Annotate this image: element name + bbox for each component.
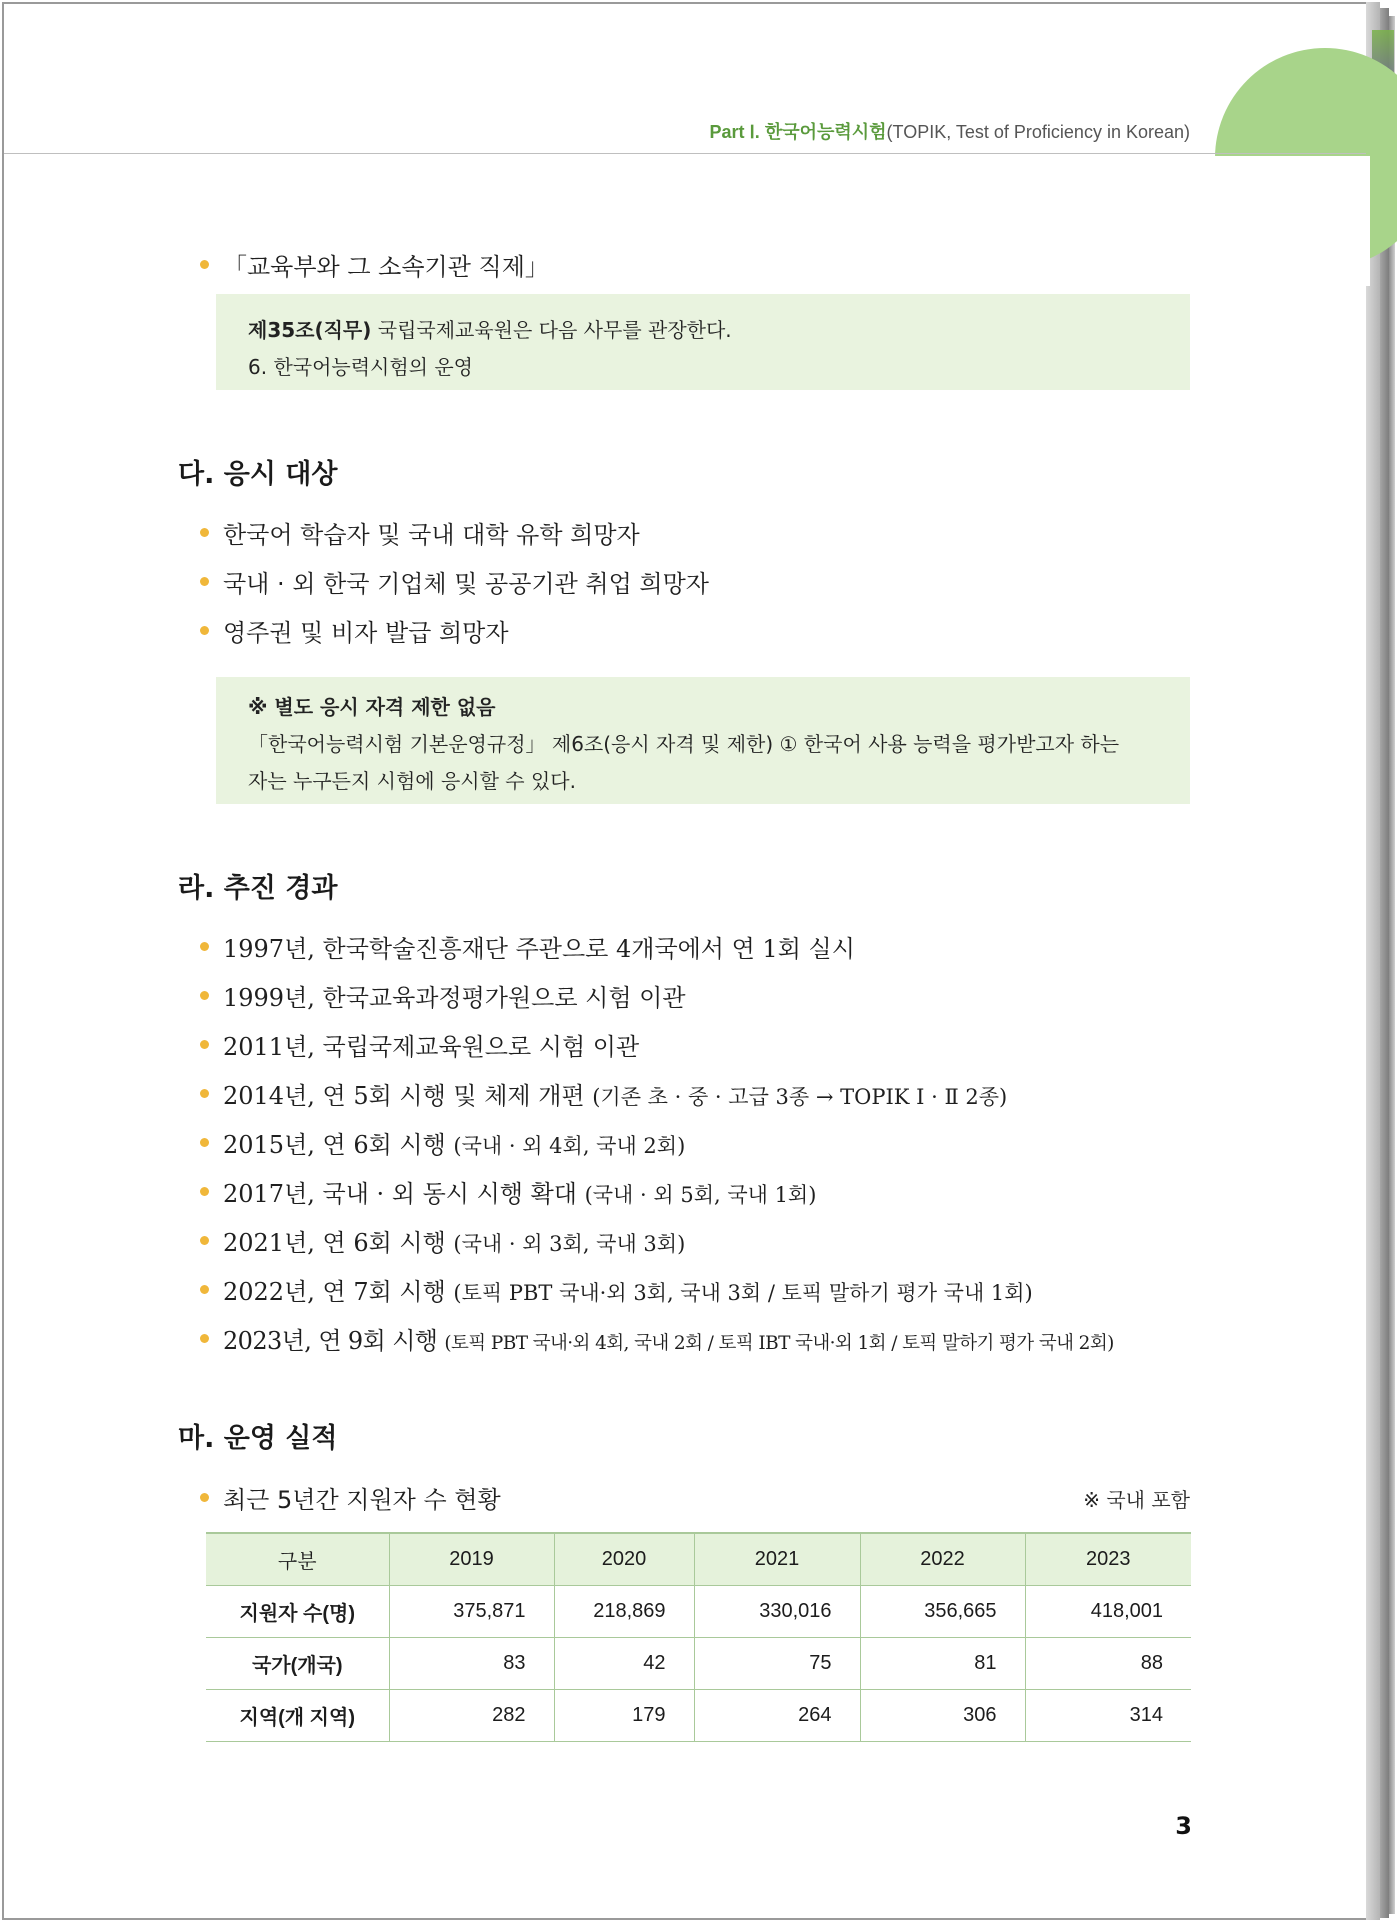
table-header-cell: 2019 xyxy=(389,1533,554,1586)
eligibility-item xyxy=(200,564,709,599)
bullet-dot xyxy=(200,260,209,269)
eligibility-item xyxy=(200,613,509,648)
eligibility-note-line2: 자는 누구든지 시험에 응시할 수 있다. xyxy=(248,769,576,793)
table-cell: 306 xyxy=(860,1690,1025,1742)
history-item xyxy=(200,1321,1114,1356)
table-header-cell: 2020 xyxy=(554,1533,694,1586)
history-text xyxy=(223,1223,685,1258)
table-row xyxy=(206,1690,1191,1742)
history-item xyxy=(200,1125,685,1160)
eligibility-text: 국내 · 외 한국 기업체 및 공공기관 취업 희망자 xyxy=(223,570,709,598)
law-line1: 국립국제교육원은 다음 사무를 관장한다. xyxy=(371,318,732,342)
page-number: 3 xyxy=(1175,1812,1192,1840)
table-cell: 83 xyxy=(389,1638,554,1690)
history-text xyxy=(223,1272,1033,1307)
history-detail: (국내 · 외 4회, 국내 2회) xyxy=(453,1134,686,1158)
book-edge-highlight xyxy=(1389,16,1395,1914)
bullet-dot xyxy=(200,577,209,586)
bullet-dot xyxy=(200,991,209,1000)
table-header-cell: 2022 xyxy=(860,1533,1025,1586)
history-main: 1999년, 한국교육과정평가원으로 시험 이관 xyxy=(223,984,686,1012)
table-cell: 330,016 xyxy=(694,1586,860,1638)
table-header-cell: 구분 xyxy=(206,1533,389,1586)
section-title-ma: 마. 운영 실적 xyxy=(178,1423,338,1454)
table-row xyxy=(206,1586,1191,1638)
stats-note: ※ 국내 포함 xyxy=(1083,1488,1190,1512)
eligibility-item xyxy=(200,515,640,550)
history-item xyxy=(200,1174,816,1209)
table-cell: 81 xyxy=(860,1638,1025,1690)
book-edge xyxy=(1366,2,1380,1920)
stats-bullet xyxy=(200,1480,501,1515)
row-label: 지역(개 지역) xyxy=(206,1690,389,1742)
history-main: 2022년, 연 7회 시행 xyxy=(223,1278,454,1306)
bullet-dot xyxy=(200,1187,209,1196)
table-cell: 418,001 xyxy=(1025,1586,1191,1638)
bullet-dot xyxy=(200,528,209,537)
history-main: 2021년, 연 6회 시행 xyxy=(223,1229,454,1257)
history-text xyxy=(223,929,855,964)
eligibility-note-line1: 「한국어능력시험 기본운영규정」 제6조(응시 자격 및 제한) ① 한국어 사용 능력을 평가받고자 하는 xyxy=(248,732,1120,756)
table-cell: 356,665 xyxy=(860,1586,1025,1638)
eligibility-text: 영주권 및 비자 발급 희망자 xyxy=(223,619,509,647)
table-cell: 218,869 xyxy=(554,1586,694,1638)
table-cell: 375,871 xyxy=(389,1586,554,1638)
history-item xyxy=(200,978,686,1013)
table-cell: 88 xyxy=(1025,1638,1191,1690)
history-main: 2011년, 국립국제교육원으로 시험 이관 xyxy=(223,1033,640,1061)
history-item xyxy=(200,929,855,964)
bullet-dot xyxy=(200,1493,209,1502)
header-part: Part Ⅰ. xyxy=(709,122,760,142)
row-label: 국가(개국) xyxy=(206,1638,389,1690)
bullet-dot xyxy=(200,1334,209,1343)
history-detail: (토픽 PBT 국내·외 3회, 국내 3회 / 토픽 말하기 평가 국내 1회) xyxy=(453,1281,1033,1305)
history-detail: (기존 초 · 중 · 고급 3종 → TOPIK Ⅰ · Ⅱ 2종) xyxy=(592,1085,1008,1109)
eligibility-note-box xyxy=(216,677,1190,804)
law-box xyxy=(216,294,1190,390)
bullet-dot xyxy=(200,1040,209,1049)
table-cell: 42 xyxy=(554,1638,694,1690)
section-title-ra: 라. 추진 경과 xyxy=(178,873,338,904)
table-header-cell: 2021 xyxy=(694,1533,860,1586)
law-bullet-text: 「교육부와 그 소속기관 직제」 xyxy=(223,253,549,281)
table-cell: 314 xyxy=(1025,1690,1191,1742)
running-header xyxy=(0,118,1190,144)
eligibility-note-title: ※ 별도 응시 자격 제한 없음 xyxy=(248,695,496,719)
history-detail: (토픽 PBT 국내·외 4회, 국내 2회 / 토픽 IBT 국내·외 1회 / 토픽 말하기 평가 국내 2회) xyxy=(444,1333,1114,1354)
table-cell: 75 xyxy=(694,1638,860,1690)
row-label: 지원자 수(명) xyxy=(206,1586,389,1638)
law-line2: 6. 한국어능력시험의 운영 xyxy=(248,355,473,379)
bullet-dot xyxy=(200,1236,209,1245)
law-article: 제35조(직무) xyxy=(248,318,372,342)
table-row xyxy=(206,1638,1191,1690)
history-item xyxy=(200,1027,639,1062)
table-cell: 264 xyxy=(694,1690,860,1742)
bullet-dot xyxy=(200,942,209,951)
stats-bullet-text: 최근 5년간 지원자 수 현황 xyxy=(223,1486,501,1514)
history-main: 1997년, 한국학술진흥재단 주관으로 4개국에서 연 1회 실시 xyxy=(223,935,855,963)
law-bullet xyxy=(200,247,549,282)
history-item xyxy=(200,1223,685,1258)
history-text xyxy=(223,1174,816,1209)
header-title: 한국어능력시험 xyxy=(764,122,887,142)
history-detail: (국내 · 외 5회, 국내 1회) xyxy=(584,1183,817,1207)
history-text xyxy=(223,1125,685,1160)
table-cell: 179 xyxy=(554,1690,694,1742)
history-text xyxy=(223,978,686,1013)
history-text xyxy=(223,1076,1007,1111)
bullet-dot xyxy=(200,1138,209,1147)
history-main: 2017년, 국내 · 외 동시 시행 확대 xyxy=(223,1180,585,1208)
history-main: 2014년, 연 5회 시행 및 체제 개편 xyxy=(223,1082,593,1110)
header-subtitle: (TOPIK, Test of Proficiency in Korean) xyxy=(886,122,1190,142)
bullet-dot xyxy=(200,1089,209,1098)
table-header-row xyxy=(206,1533,1191,1586)
bullet-dot xyxy=(200,1285,209,1294)
section-title-da: 다. 응시 대상 xyxy=(178,459,338,490)
header-divider xyxy=(4,153,1366,154)
bullet-dot xyxy=(200,626,209,635)
applicant-stats-table xyxy=(206,1532,1191,1742)
history-item xyxy=(200,1076,1007,1111)
history-item xyxy=(200,1272,1033,1307)
eligibility-text: 한국어 학습자 및 국내 대학 유학 희망자 xyxy=(223,521,640,549)
header-decoration-mask xyxy=(1200,156,1370,286)
history-text xyxy=(223,1321,1114,1356)
history-text xyxy=(223,1027,639,1062)
table-header-cell: 2023 xyxy=(1025,1533,1191,1586)
book-edge-shadow xyxy=(1380,8,1389,1918)
history-main: 2023년, 연 9회 시행 xyxy=(223,1327,445,1355)
table-cell: 282 xyxy=(389,1690,554,1742)
history-detail: (국내 · 외 3회, 국내 3회) xyxy=(453,1232,686,1256)
history-main: 2015년, 연 6회 시행 xyxy=(223,1131,454,1159)
